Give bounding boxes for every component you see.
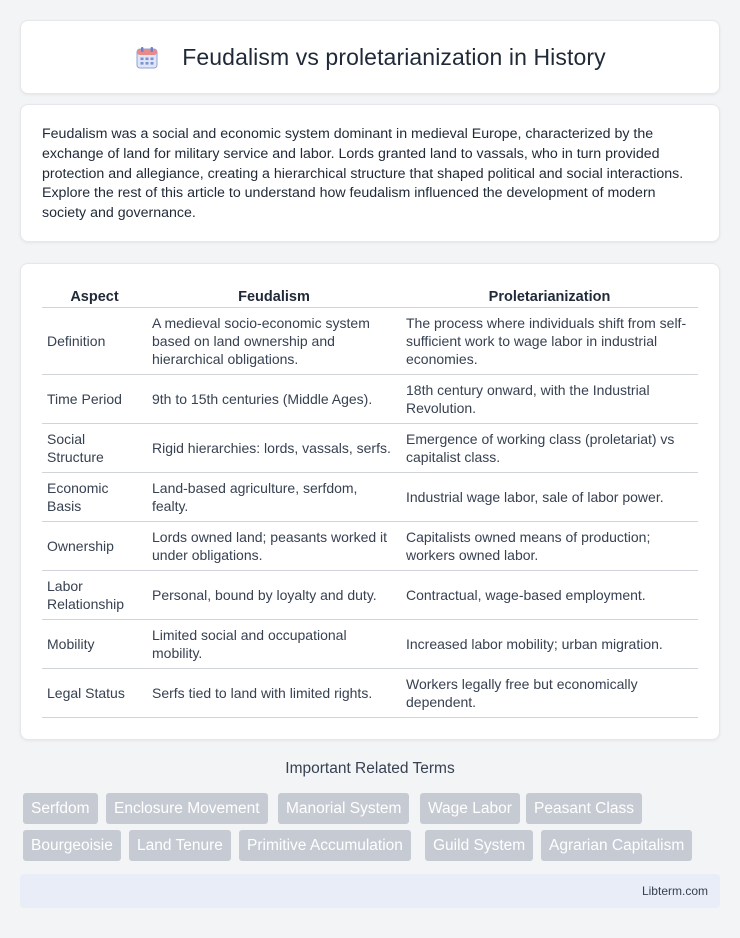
row-aspect: Ownership — [42, 522, 147, 571]
comparison-table-card — [20, 263, 720, 740]
calendar-icon — [134, 45, 160, 71]
row-feudalism: Serfs tied to land with limited rights. — [147, 669, 401, 718]
row-aspect: Social Structure — [42, 424, 147, 473]
row-proletarianization: Workers legally free but economically dependent. — [401, 669, 698, 718]
row-proletarianization: 18th century onward, with the Industrial Revolution. — [401, 375, 698, 424]
table-row — [42, 473, 698, 522]
row-proletarianization: Industrial wage labor, sale of labor power. — [401, 473, 698, 522]
row-proletarianization: Capitalists owned means of production; workers owned labor. — [401, 522, 698, 571]
header-proletarianization: Proletarianization — [401, 284, 698, 308]
row-aspect: Definition — [42, 308, 147, 375]
row-feudalism: Lords owned land; peasants worked it under obligations. — [147, 522, 401, 571]
table-row — [42, 308, 698, 375]
related-term-tag[interactable]: Peasant Class — [526, 793, 642, 824]
header-aspect: Aspect — [42, 284, 147, 308]
page-title: Feudalism vs proletarianization in History — [182, 43, 606, 70]
row-aspect: Economic Basis — [42, 473, 147, 522]
table-row — [42, 375, 698, 424]
row-feudalism: Personal, bound by loyalty and duty. — [147, 571, 401, 620]
row-feudalism: A medieval socio-economic system based on land ownership and hierarchical obligations. — [147, 308, 401, 375]
footer-site-link[interactable]: Libterm.com — [641, 884, 708, 898]
related-term-tag[interactable]: Enclosure Movement — [106, 793, 268, 824]
header-feudalism: Feudalism — [147, 284, 401, 308]
row-feudalism: Rigid hierarchies: lords, vassals, serfs. — [147, 424, 401, 473]
row-proletarianization: Contractual, wage-based employment. — [401, 571, 698, 620]
related-term-tag[interactable]: Agrarian Capitalism — [541, 830, 692, 861]
row-proletarianization: Increased labor mobility; urban migration. — [401, 620, 698, 669]
row-feudalism: 9th to 15th centuries (Middle Ages). — [147, 375, 401, 424]
table-row — [42, 424, 698, 473]
row-aspect: Labor Relationship — [42, 571, 147, 620]
row-proletarianization: Emergence of working class (proletariat) vs capitalist class. — [401, 424, 698, 473]
related-term-tag[interactable]: Bourgeoisie — [23, 830, 121, 861]
table-row — [42, 669, 698, 718]
header-card — [20, 20, 720, 94]
footer-bar — [20, 874, 720, 908]
row-feudalism: Land-based agriculture, serfdom, fealty. — [147, 473, 401, 522]
related-term-tag[interactable]: Guild System — [425, 830, 533, 861]
related-term-tag[interactable]: Wage Labor — [420, 793, 520, 824]
row-feudalism: Limited social and occupational mobility. — [147, 620, 401, 669]
related-term-tag[interactable]: Primitive Accumulation — [239, 830, 411, 861]
related-terms-title: Important Related Terms — [285, 760, 455, 777]
table-header-row — [42, 284, 698, 308]
intro-card — [20, 104, 720, 242]
related-term-tag[interactable]: Land Tenure — [129, 830, 231, 861]
row-aspect: Mobility — [42, 620, 147, 669]
related-term-tag[interactable]: Manorial System — [278, 793, 409, 824]
row-aspect: Time Period — [42, 375, 147, 424]
table-row — [42, 522, 698, 571]
table-row — [42, 571, 698, 620]
row-proletarianization: The process where individuals shift from self-sufficient work to wage labor in industrial economies. — [401, 308, 698, 375]
intro-paragraph: Feudalism was a social and economic system dominant in medieval Europe, characterized by the exchange of land for military service and labor. Lords granted land to vassals, who in turn provided protection and allegiance, creating a hierarchical structure that shaped political and social interactions. Explore the rest of this article to understand how feudalism influenced the development of modern society and governance. — [42, 126, 684, 222]
related-term-tag[interactable]: Serfdom — [23, 793, 98, 824]
comparison-table — [42, 284, 698, 718]
row-aspect: Legal Status — [42, 669, 147, 718]
table-row — [42, 620, 698, 669]
